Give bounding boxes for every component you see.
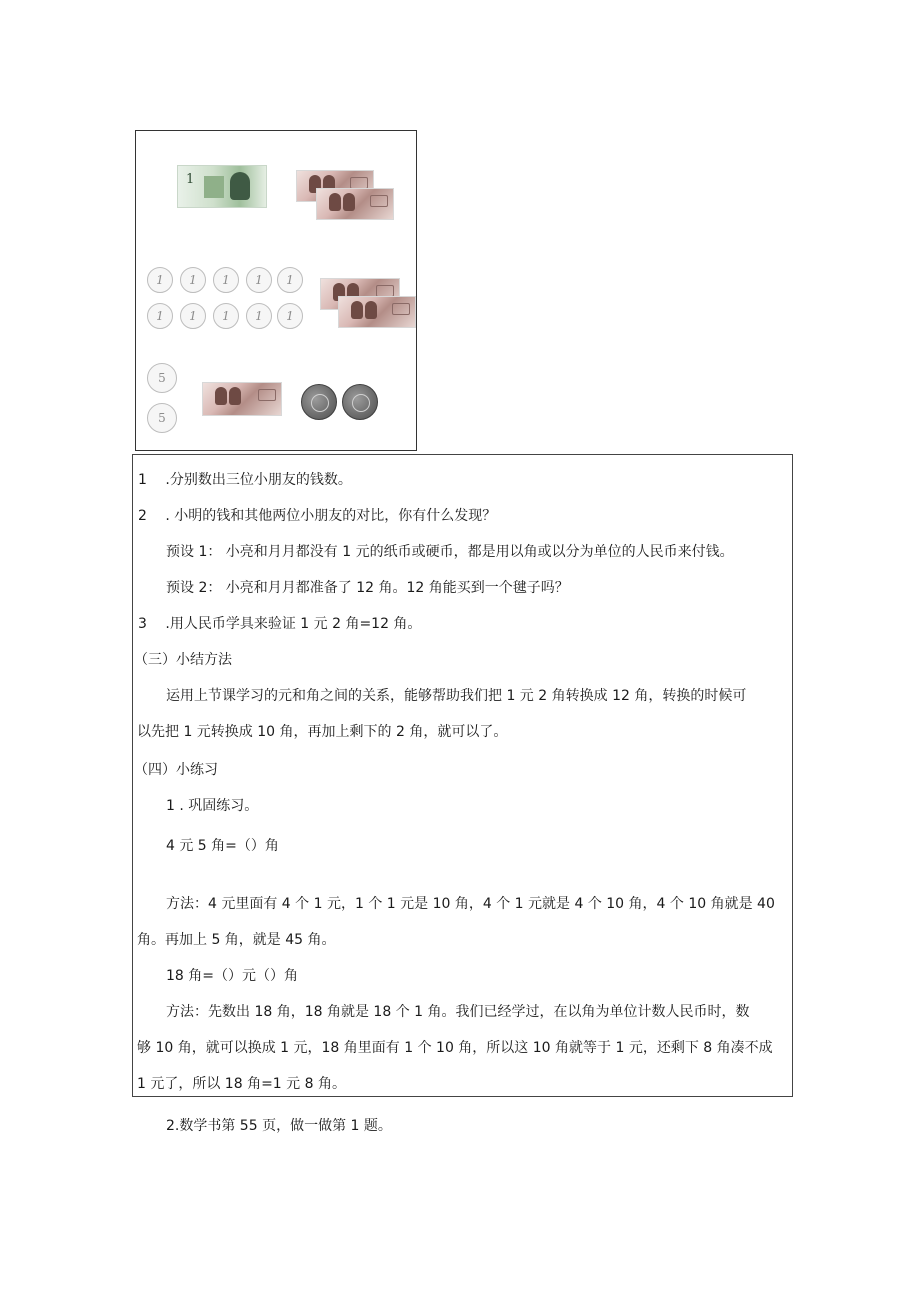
- question-text: . 小明的钱和其他两位小朋友的对比，你有什么发现？: [165, 508, 497, 524]
- practice-heading: 1 . 巩固练习。: [166, 798, 259, 814]
- question-number: 1: [138, 472, 147, 488]
- section-heading: （三）小结方法: [134, 652, 232, 668]
- section-heading: （四）小练习: [134, 762, 218, 778]
- one-jiao-coin: 1: [277, 303, 303, 329]
- one-jiao-coin: 1: [277, 267, 303, 293]
- practice-problem: 18 角=（）元（）角: [166, 968, 298, 984]
- method-text: 角。再加上 5 角，就是 45 角。: [137, 932, 336, 948]
- one-jiao-coin: 1: [246, 303, 272, 329]
- question-text: .用人民币学具来验证 1 元 2 角=12 角。: [165, 616, 422, 632]
- one-jiao-coin: 1: [246, 267, 272, 293]
- one-jiao-coin: 1: [213, 267, 239, 293]
- fen-coin: [342, 384, 378, 420]
- preset-1: 预设 1： 小亮和月月都没有 1 元的纸币或硬币，都是用以角或以分为单位的人民币来付钱。: [166, 544, 734, 560]
- practice-problem: 4 元 5 角=（）角: [166, 838, 279, 854]
- summary-paragraph: 运用上节课学习的元和角之间的关系，能够帮助我们把 1 元 2 角转换成 12 角，转换的时候可: [166, 688, 747, 704]
- portrait-icon: [230, 172, 250, 200]
- jiao-banknote: [338, 296, 416, 328]
- method-text: 够 10 角，就可以换成 1 元，18 角里面有 1 个 10 角，所以这 10 角就等于 1 元，还剩下 8 角凑不成: [137, 1040, 773, 1056]
- question-1: [138, 470, 352, 490]
- five-jiao-coin: 5: [147, 403, 177, 433]
- one-jiao-coin: 1: [147, 267, 173, 293]
- one-yuan-banknote: [177, 165, 267, 208]
- fen-coin: [301, 384, 337, 420]
- jiao-banknote: [202, 382, 282, 416]
- question-text: .分别数出三位小朋友的钱数。: [165, 472, 352, 488]
- question-3: [138, 614, 421, 634]
- five-jiao-coin: 5: [147, 363, 177, 393]
- banknote-digit: 1: [186, 172, 195, 187]
- one-jiao-coin: 1: [147, 303, 173, 329]
- method-text: 方法：4 元里面有 4 个 1 元，1 个 1 元是 10 角，4 个 1 元就是 4 个 10 角，4 个 10 角就是 40: [166, 896, 775, 912]
- summary-paragraph: 以先把 1 元转换成 10 角，再加上剩下的 2 角，就可以了。: [137, 724, 508, 740]
- one-jiao-coin: 1: [213, 303, 239, 329]
- question-2: [138, 506, 496, 526]
- method-text: 1 元了，所以 18 角=1 元 8 角。: [137, 1076, 346, 1092]
- homework-line: 2.数学书第 55 页，做一做第 1 题。: [166, 1118, 392, 1134]
- one-jiao-coin: 1: [180, 267, 206, 293]
- one-jiao-coin: 1: [180, 303, 206, 329]
- jiao-banknote: [316, 188, 394, 220]
- question-number: 2: [138, 508, 147, 524]
- method-text: 方法：先数出 18 角，18 角就是 18 个 1 角。我们已经学过，在以角为单位计数人民币时，数: [166, 1004, 750, 1020]
- preset-2: 预设 2： 小亮和月月都准备了 12 角。12 角能买到一个毽子吗？: [166, 580, 569, 596]
- question-number: 3: [138, 616, 147, 632]
